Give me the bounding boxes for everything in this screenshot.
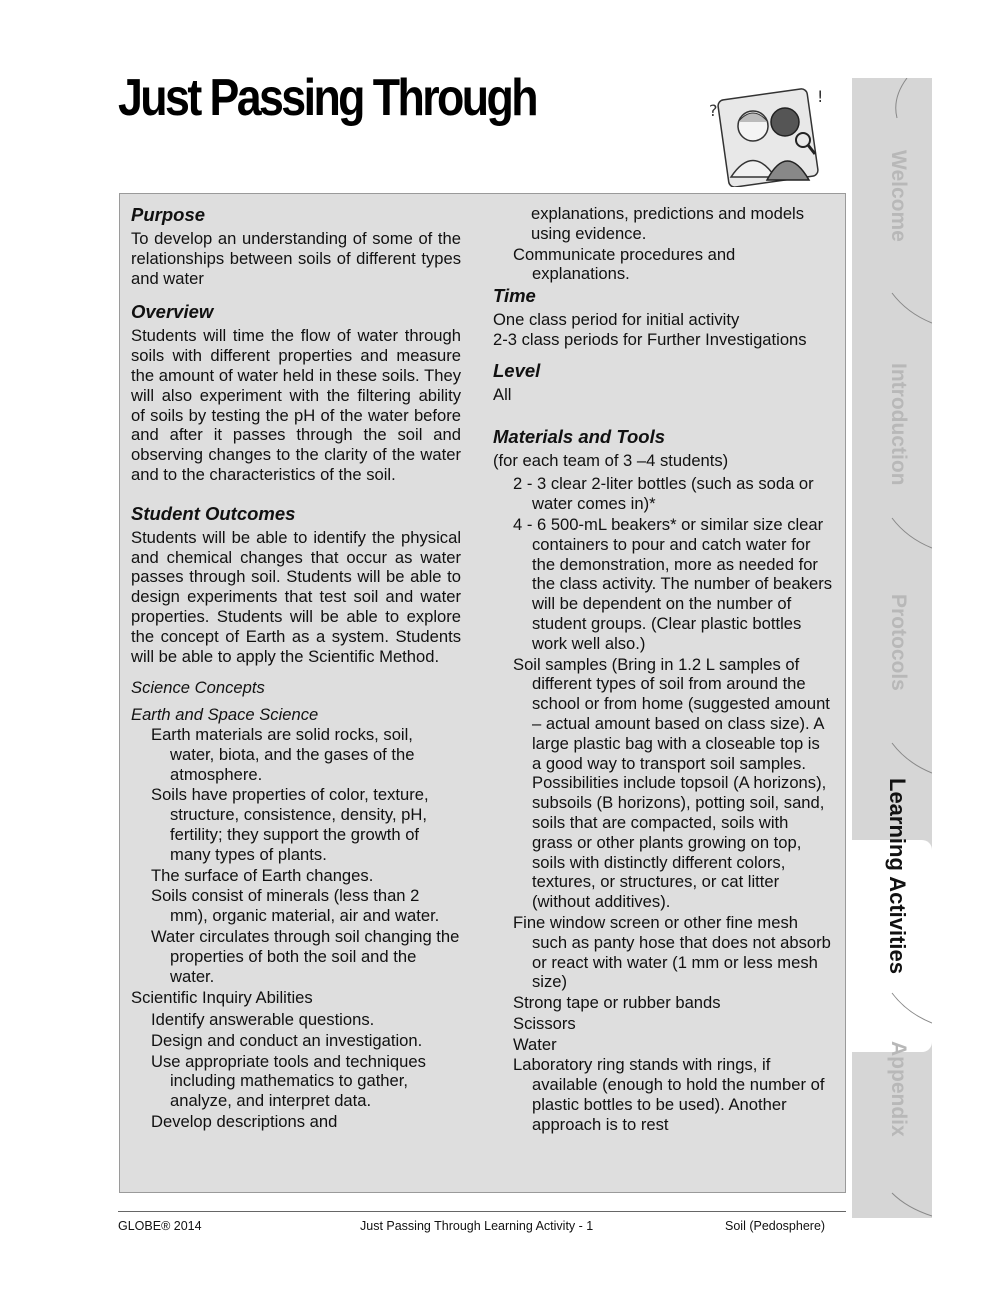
- inquiry-item: Design and conduct an investigation.: [151, 1030, 423, 1050]
- footer-copyright: GLOBE® 2014: [118, 1219, 202, 1233]
- science-concepts-heading: Science Concepts: [131, 678, 265, 698]
- footer-rule: [118, 1211, 846, 1212]
- inquiry-item: Use appropriate tools and techniques including mathematics to gather, analyze, and interpret data.: [151, 1051, 426, 1111]
- purpose-heading: Purpose: [131, 204, 206, 225]
- footer-section: Soil (Pedosphere): [725, 1219, 826, 1233]
- material-item: Laboratory ring stands with rings, if available (enough to hold the number of plastic bottles to be used). Another approach is to rest: [513, 1055, 825, 1134]
- material-item: Scissors: [513, 1013, 576, 1033]
- inquiry-heading: Scientific Inquiry Abilities: [131, 988, 313, 1008]
- material-item: Water: [513, 1034, 557, 1054]
- students-illustration: [705, 82, 830, 187]
- material-item: Strong tape or rubber bands: [513, 993, 721, 1013]
- concept-item: Soils have properties of color, texture, structure, consistence, density, pH, fertility; they support the growth of many types of plants.: [151, 785, 429, 864]
- time-heading: Time: [493, 285, 536, 307]
- material-item: 4 - 6 500-mL beakers* or similar size clear containers to pour and catch water for the demonstration, more as needed for the class activity. The number of beakers will be dependent on the number of student groups. (Clear plastic bottles work well also.): [513, 514, 833, 653]
- earth-space-science-heading: Earth and Space Science: [131, 705, 319, 725]
- page-title: Just Passing Through: [118, 69, 537, 127]
- inquiry-item: Identify answerable questions.: [151, 1010, 375, 1030]
- svg-text:!: !: [817, 87, 824, 106]
- level-text: All: [493, 384, 512, 404]
- right-column: [493, 204, 833, 1136]
- concept-item: The surface of Earth changes.: [151, 865, 374, 885]
- section-tabs: Welcome Introduction Protocols Learning Activities Appendix: [852, 78, 932, 1218]
- inquiry-item: Develop descriptions and: [151, 1112, 338, 1132]
- concept-item: Earth materials are solid rocks, soil, water, biota, and the gases of the atmosphere.: [151, 724, 415, 784]
- materials-heading: Materials and Tools: [493, 425, 666, 447]
- footer-page-label: Just Passing Through Learning Activity - 1: [360, 1219, 594, 1233]
- overview-text: Students will time the flow of water through soils with different properties and measure the amount of water held in these soils. They will also experiment with the filtering ability of soils by testing the pH of the water before and after it passes through the soil and observing changes to the clarity of the water and to the characteristics of the soil.: [131, 326, 461, 484]
- inquiry-item: Communicate procedures and explanations.: [513, 244, 736, 284]
- left-column: [131, 204, 461, 1133]
- student-outcomes-heading: Student Outcomes: [131, 502, 296, 524]
- inquiry-item-continued: explanations, predictions and models using evidence.: [531, 204, 805, 243]
- material-item: Soil samples (Bring in 1.2 L samples of different types of soil from around the school or from home (suggested amount – actual amount based on class size). A large plastic bag with a closeable top is a good way to transport soil samples. Possibilities include topsoil (A horizons), subsoils (B horizons), potting soil, sand, soils that are compacted, soils with grass or other plants growing on top, soils with distinctly different colors, textures, or structures, or cat litter (without additives).: [513, 654, 830, 912]
- time-line: One class period for initial activity: [493, 310, 740, 330]
- content-box: [119, 193, 846, 1193]
- svg-text:?: ?: [709, 101, 718, 120]
- level-heading: Level: [493, 359, 541, 381]
- overview-heading: Overview: [131, 301, 214, 323]
- concept-item: Water circulates through soil changing the properties of both the soil and the water.: [151, 926, 460, 986]
- concept-item: Soils consist of minerals (less than 2 mm), organic material, air and water.: [151, 886, 440, 926]
- materials-intro: (for each team of 3 –4 students): [493, 450, 729, 470]
- purpose-text: To develop an understanding of some of the relationships between soils of different types and water: [131, 229, 461, 288]
- material-item: 2 - 3 clear 2-liter bottles (such as soda or water comes in)*: [513, 474, 814, 514]
- student-outcomes-text: Students will be able to identify the physical and chemical changes that occur as water passes through soil. Students will be able to design experiments that test soil and water properties. Students will be able to explore the concept of Earth as a system. Students will be able to apply the Scientific Method.: [131, 527, 461, 666]
- time-line: 2-3 class periods for Further Investigations: [493, 329, 807, 349]
- material-item: Fine window screen or other fine mesh such as panty hose that does not absorb or react with water (1 mm or less mesh size): [513, 912, 831, 992]
